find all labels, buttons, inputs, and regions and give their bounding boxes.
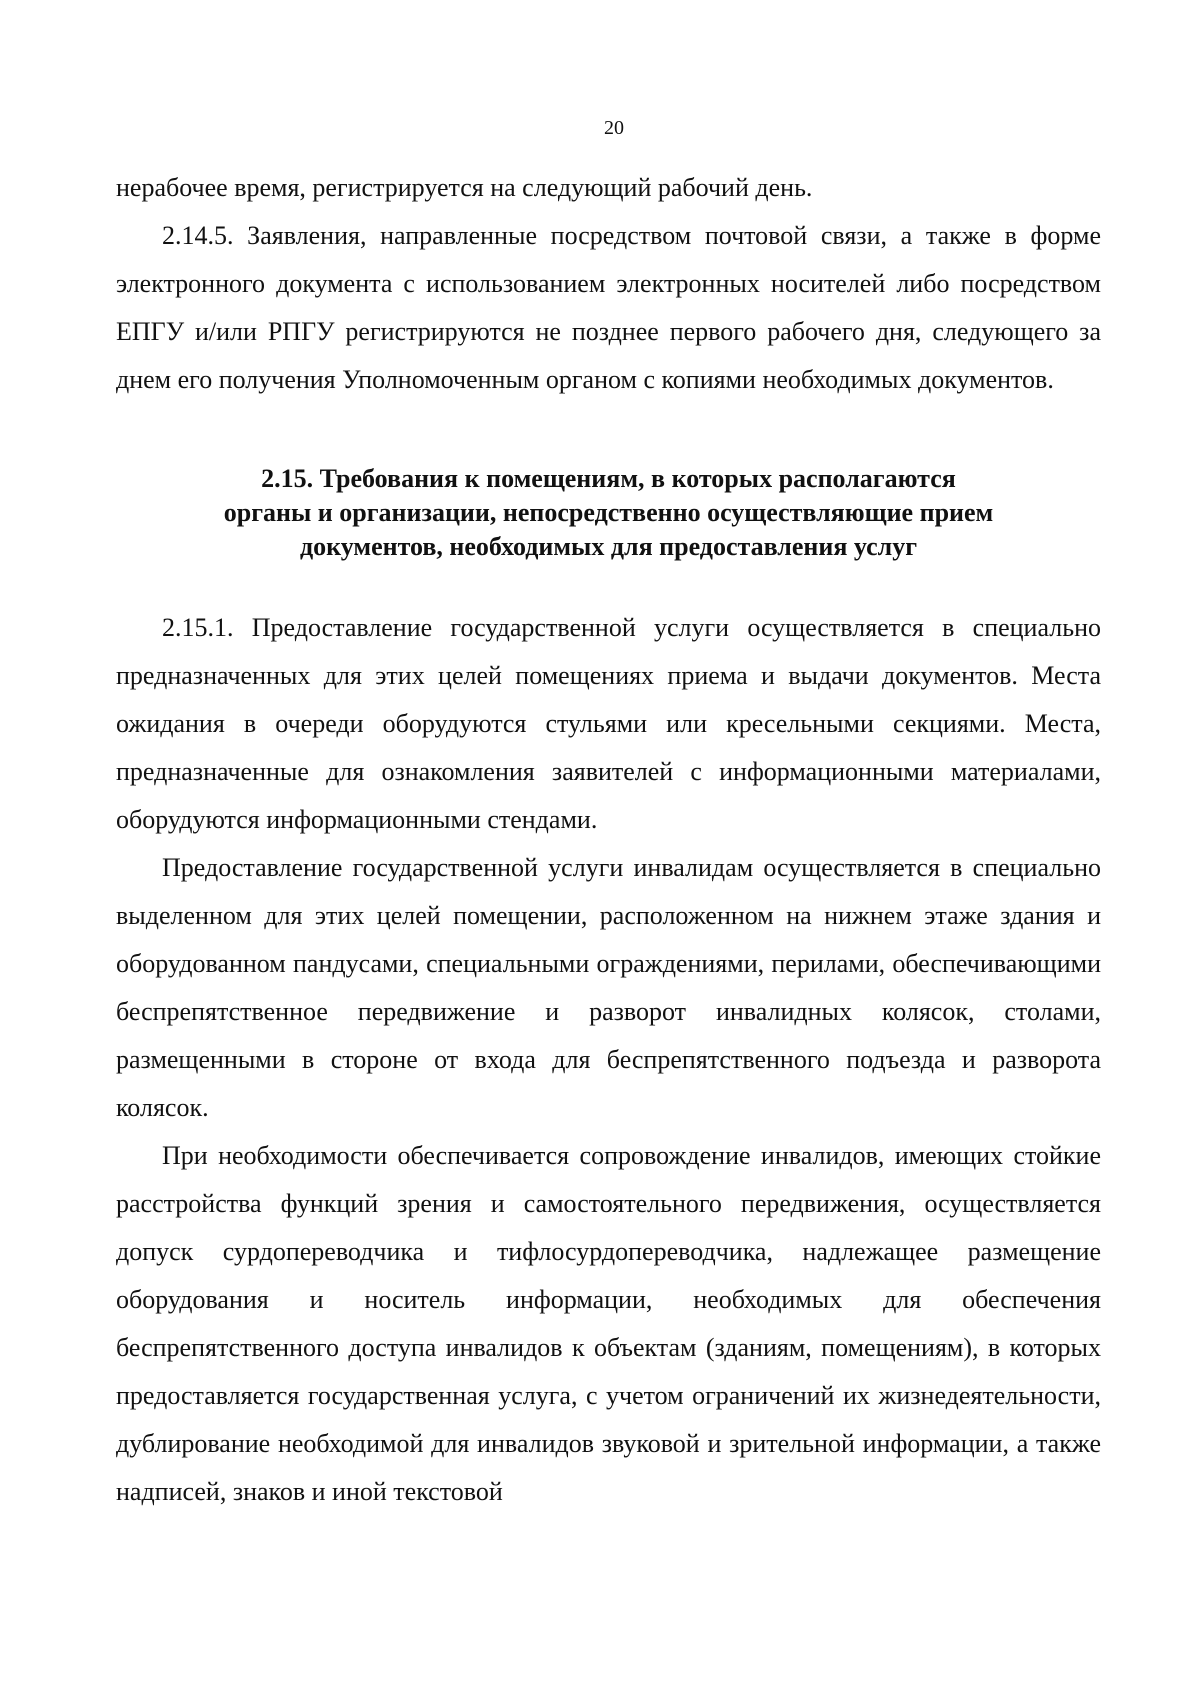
- paragraph-accompaniment: При необходимости обеспечивается сопровождение инвалидов, имеющих стойкие расстройства функций зрения и самостоятельного передвижения, осуществляется допуск сурдопереводчика и тифлосурдопереводчика, надлежащее размещение оборудования и носитель информации, необходимых для обеспечения беспрепятственного доступа инвалидов к объектам (зданиям, помещениям), в которых предоставляется государственная услуга, с учетом ограничений их жизнедеятельности, дублирование необходимой для инвалидов звуковой и зрительной информации, а также надписей, знаков и иной текстовой: [116, 1141, 1101, 1506]
- paragraph-disabled-access: Предоставление государственной услуги инвалидам осуществляется в специально выделенном для этих целей помещении, расположенном на нижнем этаже здания и оборудованном пандусами, специальными ограждениями, перилами, обеспечивающими беспрепятственное передвижение и разворот инвалидных колясок, столами, размещенными в стороне от входа для беспрепятственного подъезда и разворота колясок.: [116, 853, 1101, 1122]
- document-body: [116, 164, 1101, 1516]
- paragraph-2-14-5: 2.14.5. Заявления, направленные посредством почтовой связи, а также в форме электронного документа с использованием электронных носителей либо посредством ЕПГУ и/или РПГУ регистрируются не позднее первого рабочего дня, следующего за днем его получения Уполномоченным органом с копиями необходимых документов.: [116, 221, 1101, 394]
- section-heading-line-3: документов, необходимых для предоставления услуг: [299, 532, 918, 561]
- paragraph-2-15-1: 2.15.1. Предоставление государственной услуги осуществляется в специально предназначенных для этих целей помещениях приема и выдачи документов. Места ожидания в очереди оборудуются стульями или кресельными секциями. Места, предназначенные для ознакомления заявителей с информационными материалами, оборудуются информационными стендами.: [116, 613, 1101, 834]
- section-heading-2-15: [116, 462, 1101, 564]
- paragraph-continuation: нерабочее время, регистрируется на следующий рабочий день.: [116, 173, 813, 202]
- page-number: 20: [604, 117, 624, 139]
- section-heading-line-2: органы и организации, непосредственно осуществляющие прием: [223, 498, 994, 527]
- section-heading-line-1: 2.15. Требования к помещениям, в которых располагаются: [261, 464, 956, 493]
